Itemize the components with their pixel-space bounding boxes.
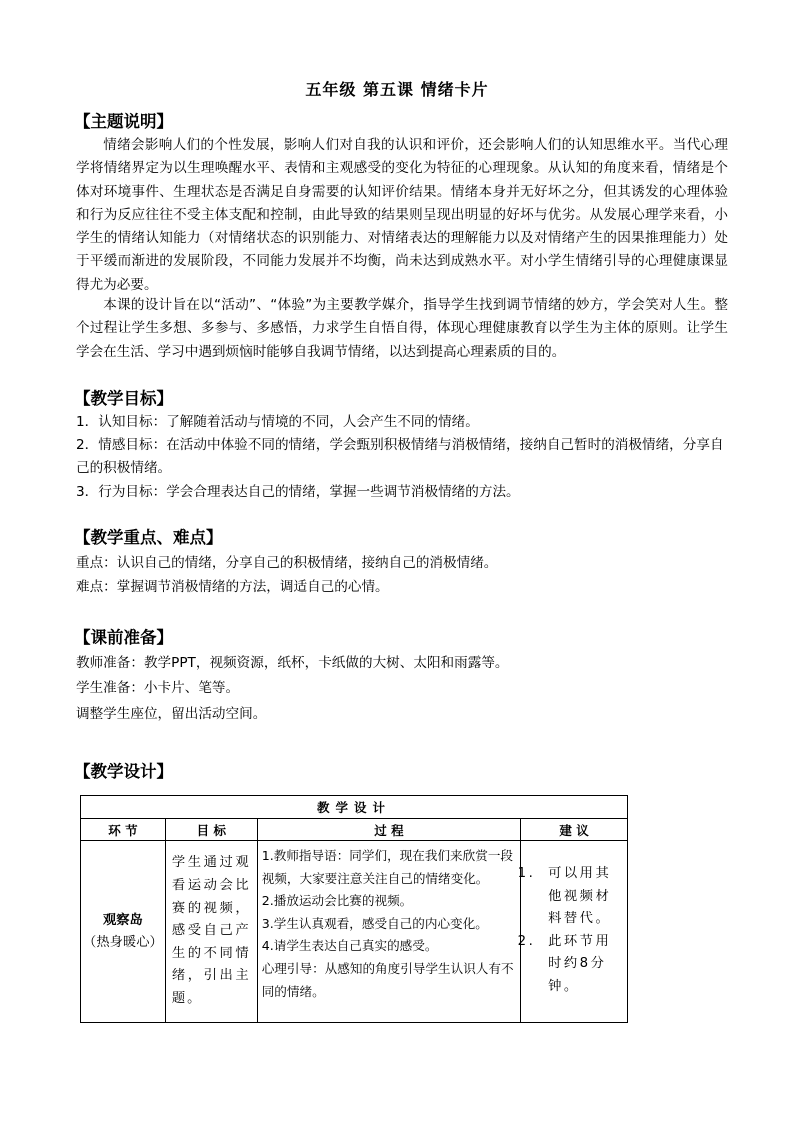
table-caption: 教学设计 — [81, 796, 628, 819]
process-step: 1.教师指导语：同学们，现在我们来欣赏一段视频，大家要注意关注自己的情绪变化。 — [261, 848, 514, 886]
header-stage: 环 节 — [81, 819, 166, 841]
prep-room: 调整学生座位，留出活动空间。 — [76, 706, 267, 722]
goal-item-1: 1．认知目标：了解随着活动与情境的不同，人会产生不同的情绪。 — [76, 414, 479, 430]
keypoints-heading: 【教学重点、难点】 — [74, 528, 223, 547]
keypoint-focus: 重点：认识自己的情绪，分享自己的积极情绪，接纳自己的消极情绪。 — [76, 555, 498, 571]
process-cell — [257, 841, 520, 1023]
lesson-title: 五年级 第五课 情绪卡片 — [305, 80, 489, 99]
keypoint-difficulty: 难点：掌握调节消极情绪的方法，调适自己的心情。 — [76, 579, 389, 595]
suggestion-item: 1. 可以用其他视频材料替代。 — [542, 863, 624, 931]
prep-teacher: 教师准备：教学PPT，视频资源，纸杯，卡纸做的大树、太阳和雨露等。 — [76, 655, 509, 671]
header-suggestion: 建 议 — [521, 819, 628, 841]
table-row — [81, 841, 628, 1023]
suggestion-item: 2. 此环节用时约8分钟。 — [542, 931, 624, 999]
stage-subtitle: （热身暖心） — [83, 934, 163, 950]
stage-name: 观察岛 — [102, 912, 143, 928]
process-step: 2.播放运动会比赛的视频。 — [261, 893, 413, 909]
process-guidance: 心理引导：从感知的角度引导学生认识人有不同的情绪。 — [261, 960, 514, 999]
theme-paragraph-1: 情绪会影响人们的个性发展，影响人们对自我的认识和评价，还会影响人们的认知思维水平。当代心理学将情绪界定为以生理唤醒水平、表情和主观感受的变化为特征的心理现象。从认知的角度来看，情绪是个体对环境事件、生理状态是否满足自身需要的认知评价结果。情绪本身并无好坏之分，但其诱发的心理体验和行为反应往往不受主体支配和控制，由此导致的结果则呈现出明显的好坏与优劣。从发展心理学来看，小学生的情绪认知能力（对情绪状态的识别能力、对情绪表达的理解能力以及对情绪产生的因果推理能力）处于平缓而渐进的发展阶段，不同能力发展并不均衡，尚未达到成熟水平。对小学生情绪引导的心理健康课显得尤为必要。 — [76, 137, 728, 293]
goals-heading: 【教学目标】 — [74, 389, 173, 408]
stage-cell — [81, 841, 166, 1023]
header-goal: 目 标 — [165, 819, 257, 841]
theme-paragraph-2: 本课的设计旨在以“活动”、“体验”为主要教学媒介，指导学生找到调节情绪的妙方，学会笑对人生。整个过程让学生多想、多参与、多感悟，力求学生自悟自得，体现心理健康教育以学生为主体的原则。让学生学会在生活、学习中遇到烦恼时能够自我调节情绪，以达到提高心理素质的目的。 — [76, 297, 728, 360]
prep-student: 学生准备：小卡片、笔等。 — [76, 680, 240, 696]
process-step: 4.请学生表达自己真实的感受。 — [261, 938, 438, 954]
suggestion-list — [524, 863, 624, 999]
design-table — [80, 795, 628, 1023]
goal-item-2: 2．情感目标：在活动中体验不同的情绪，学会甄别积极情绪与消极情绪，接纳自己暂时的消极情绪，分享自己的积极情绪。 — [76, 437, 724, 477]
table-header-row — [81, 819, 628, 841]
goal-cell: 学生通过观看运动会比赛的视频，感受自己产生的不同情绪，引出主题。 — [165, 841, 257, 1023]
header-process: 过 程 — [257, 819, 520, 841]
prep-heading: 【课前准备】 — [74, 628, 173, 647]
process-step: 3.学生认真观看，感受自己的内心变化。 — [261, 915, 488, 931]
goal-item-3: 3．行为目标：学会合理表达自己的情绪，掌握一些调节消极情绪的方法。 — [76, 484, 520, 500]
theme-heading: 【主题说明】 — [74, 112, 173, 131]
suggestion-cell — [521, 841, 628, 1023]
design-heading: 【教学设计】 — [74, 762, 173, 781]
